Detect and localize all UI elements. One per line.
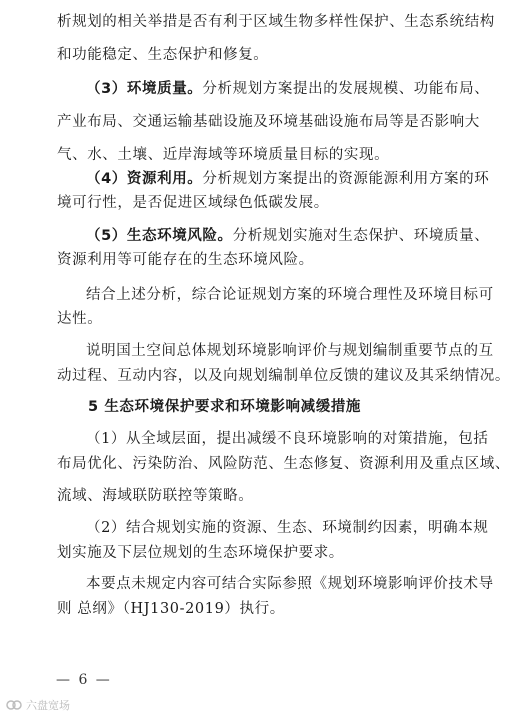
paragraph-line: 资源利用等可能存在的生态环境风险。 [57, 252, 314, 268]
section-item-resource-use [86, 169, 502, 189]
item-heading: （4）资源利用。 [86, 171, 203, 187]
paragraph-line: 达性。 [57, 311, 103, 327]
paragraph-line: 划实施及下层位规划的生态环境保护要求。 [57, 545, 344, 561]
watermark [6, 697, 70, 713]
watermark-logo-icon [6, 698, 22, 712]
paragraph-line: 说明国土空间总体规划环境影响评价与规划编制重要节点的互 [86, 343, 494, 359]
paragraph-line: （2）结合规划实施的资源、生态、环境制约因素，明确本规 [86, 520, 489, 536]
paragraph-line: 本要点未规定内容可结合实际参照《规划环境影响评价技术导 [86, 576, 494, 592]
item-heading: （3）环境质量。 [86, 81, 203, 97]
section-item-eco-risk [86, 226, 502, 246]
section-heading-5: 5 生态环境保护要求和环境影响减缓措施 [88, 399, 362, 415]
paragraph-line: 气、水、土壤、近岸海域等环境质量目标的实现。 [57, 147, 390, 163]
item-text: 分析规划方案提出的资源能源利用方案的环 [202, 171, 490, 187]
paragraph-line: 布局优化、污染防治、风险防范、生态修复、资源利用及重点区域、 [57, 456, 510, 472]
page-number: — 6 — [56, 672, 112, 688]
watermark-text: 六盘宽场 [26, 699, 70, 712]
paragraph-line: 境可行性，是否促进区域绿色低碳发展。 [57, 195, 329, 211]
item-text: 分析规划实施对生态保护、环境质量、 [232, 228, 490, 244]
item-heading: （5）生态环境风险。 [86, 228, 233, 244]
section-item-environment-quality [86, 79, 502, 99]
paragraph-line: 则 总纲》（HJ130-2019）执行。 [57, 601, 285, 617]
paragraph-line: 和功能稳定、生态保护和修复。 [57, 47, 269, 63]
paragraph-line: 析规划的相关举措是否有利于区域生物多样性保护、生态系统结构 [57, 14, 495, 30]
item-text: 分析规划方案提出的发展规模、功能布局、 [202, 81, 490, 97]
paragraph-line: 产业布局、交通运输基础设施及环境基础设施布局等是否影响大 [57, 114, 480, 130]
paragraph-line: 流域、海域联防联控等策略。 [57, 488, 254, 504]
paragraph-line: 动过程、互动内容，以及向规划编制单位反馈的建议及其采纳情况。 [57, 368, 510, 384]
paragraph-line: 结合上述分析，综合论证规划方案的环境合理性及环境目标可 [86, 287, 494, 303]
paragraph-line: （1）从全域层面，提出减缓不良环境影响的对策措施，包括 [86, 431, 489, 447]
